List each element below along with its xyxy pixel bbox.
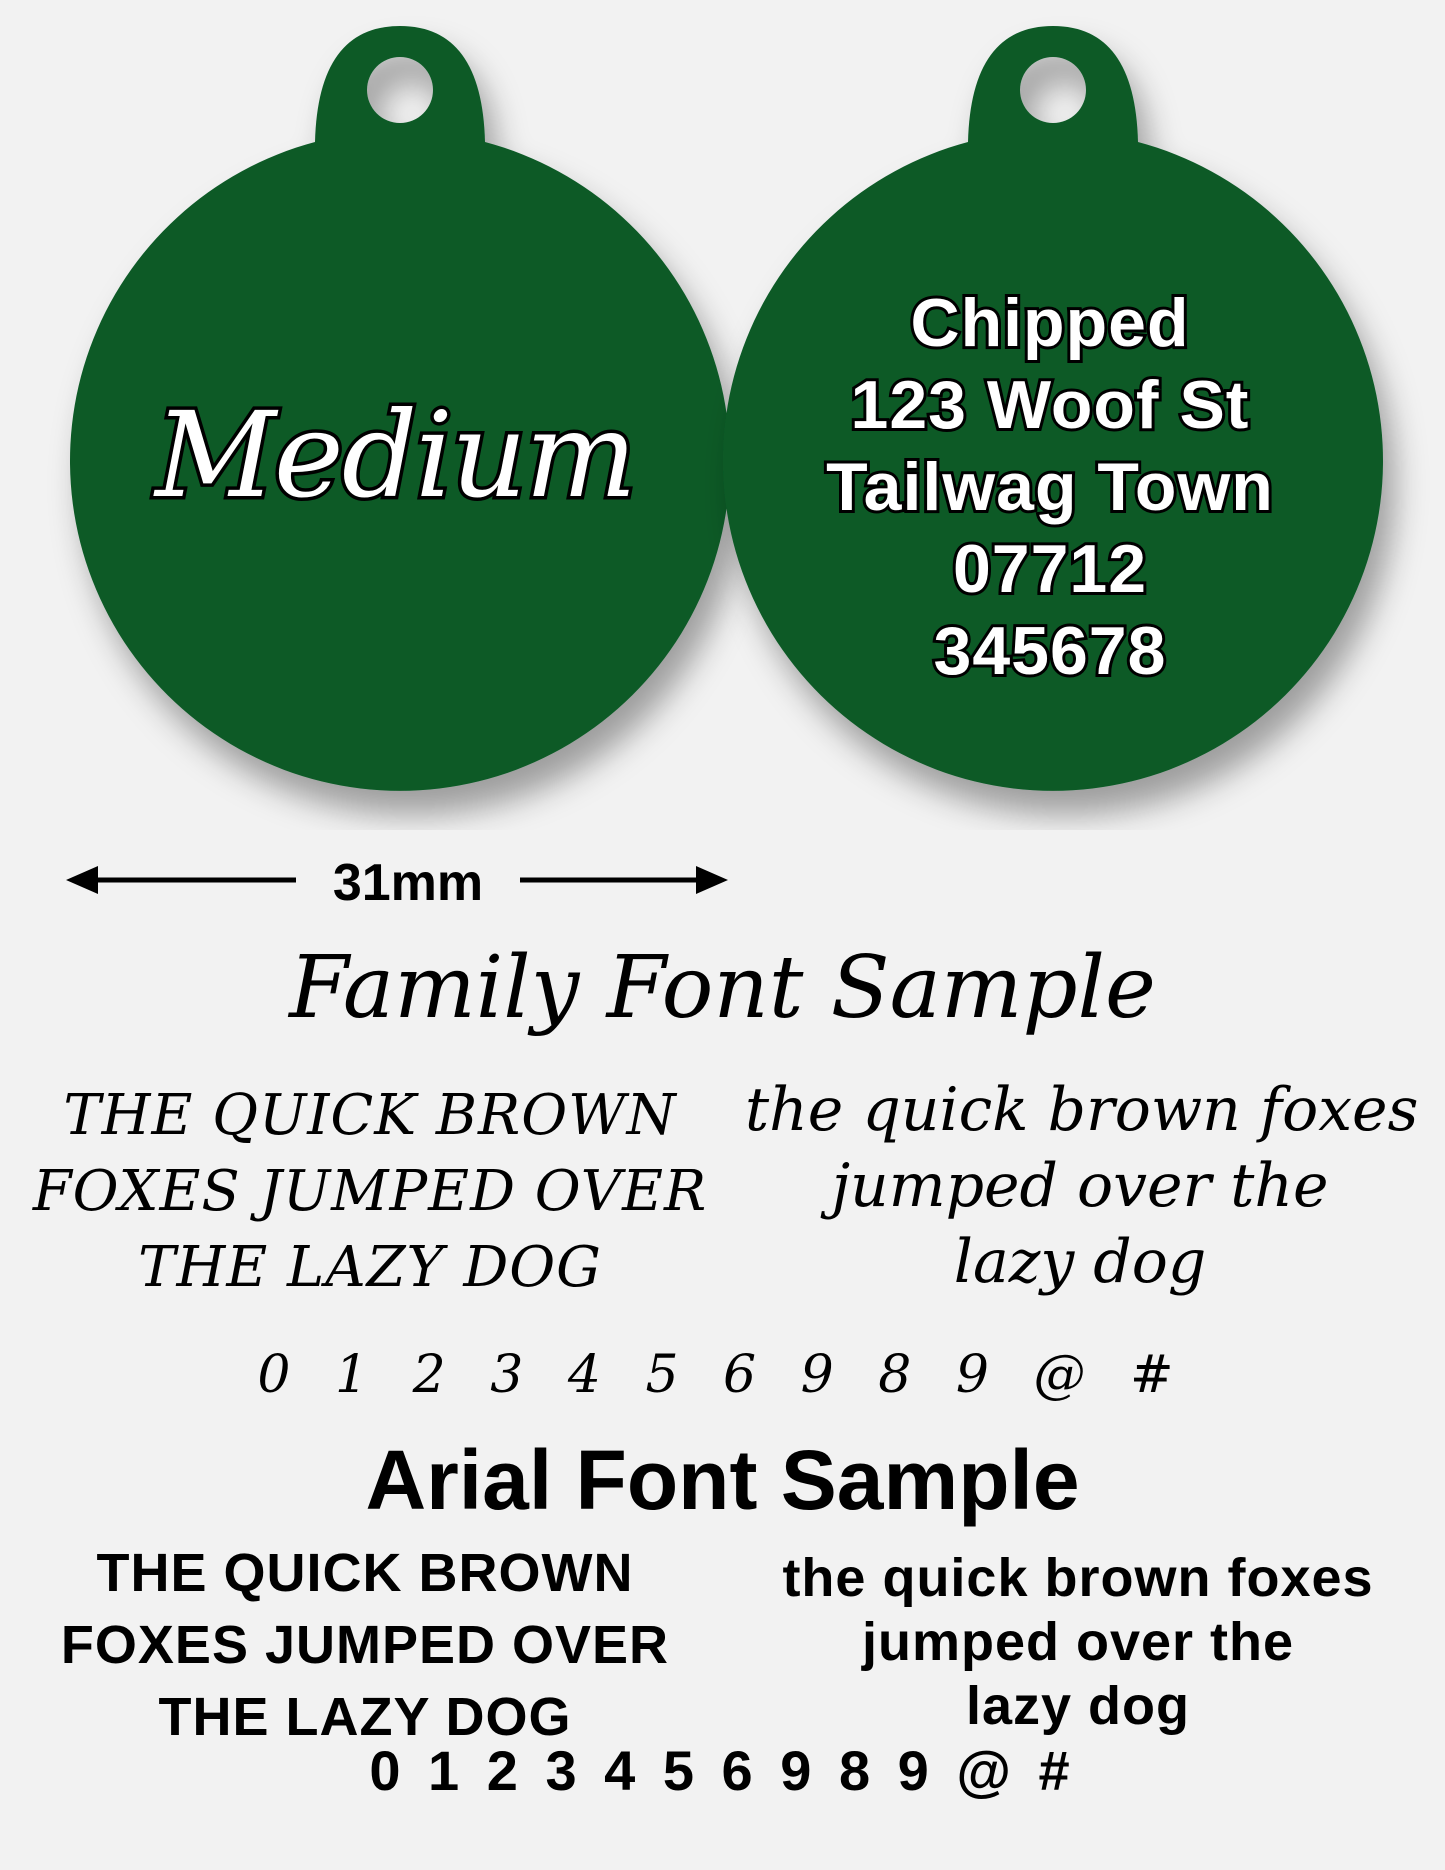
back-tag-line: 123 Woof St	[850, 367, 1250, 443]
arial-lowercase-sample	[728, 1546, 1428, 1738]
family-digits-sample: 0 1 2 3 4 5 6 9 8 9 @ #	[257, 1345, 1188, 1405]
arial-font-heading: Arial Font Sample	[365, 1433, 1080, 1527]
sample-line: lazy dog	[965, 1676, 1191, 1736]
arrow-head-right-icon	[696, 866, 728, 894]
arrow-head-left-icon	[66, 866, 98, 894]
sample-line: THE QUICK BROWN	[96, 1543, 634, 1603]
back-tag-line: Chipped	[910, 285, 1190, 361]
sample-line: the quick brown foxes	[782, 1548, 1374, 1608]
family-lowercase-sample	[745, 1072, 1419, 1300]
front-tag-name: Medium	[155, 386, 635, 524]
sample-line: FOXES JUMPED OVER	[60, 1615, 670, 1675]
sample-line: the quick brown foxes	[745, 1075, 1419, 1145]
sample-line: jumped over the	[861, 1612, 1295, 1672]
arial-uppercase-sample	[10, 1537, 720, 1753]
dimension-arrow	[0, 0, 1445, 930]
family-uppercase-sample	[20, 1078, 720, 1306]
sample-line: FOXES JUMPED OVER	[32, 1159, 708, 1224]
sample-line: jumped over the	[831, 1151, 1329, 1221]
dimension-label: 31mm	[332, 854, 484, 912]
back-tag-line: 345678	[933, 613, 1167, 689]
sample-line: lazy dog	[953, 1227, 1207, 1297]
back-tag-line: Tailwag Town	[826, 449, 1274, 525]
sample-line: THE LAZY DOG	[158, 1687, 572, 1747]
back-tag-line: 07712	[952, 531, 1148, 607]
family-font-heading: Family Font Sample	[289, 938, 1156, 1038]
sample-line: THE QUICK BROWN	[63, 1083, 677, 1148]
arial-digits-sample: 0 1 2 3 4 5 6 9 8 9 @ #	[369, 1739, 1076, 1802]
sample-line: THE LAZY DOG	[138, 1235, 602, 1300]
